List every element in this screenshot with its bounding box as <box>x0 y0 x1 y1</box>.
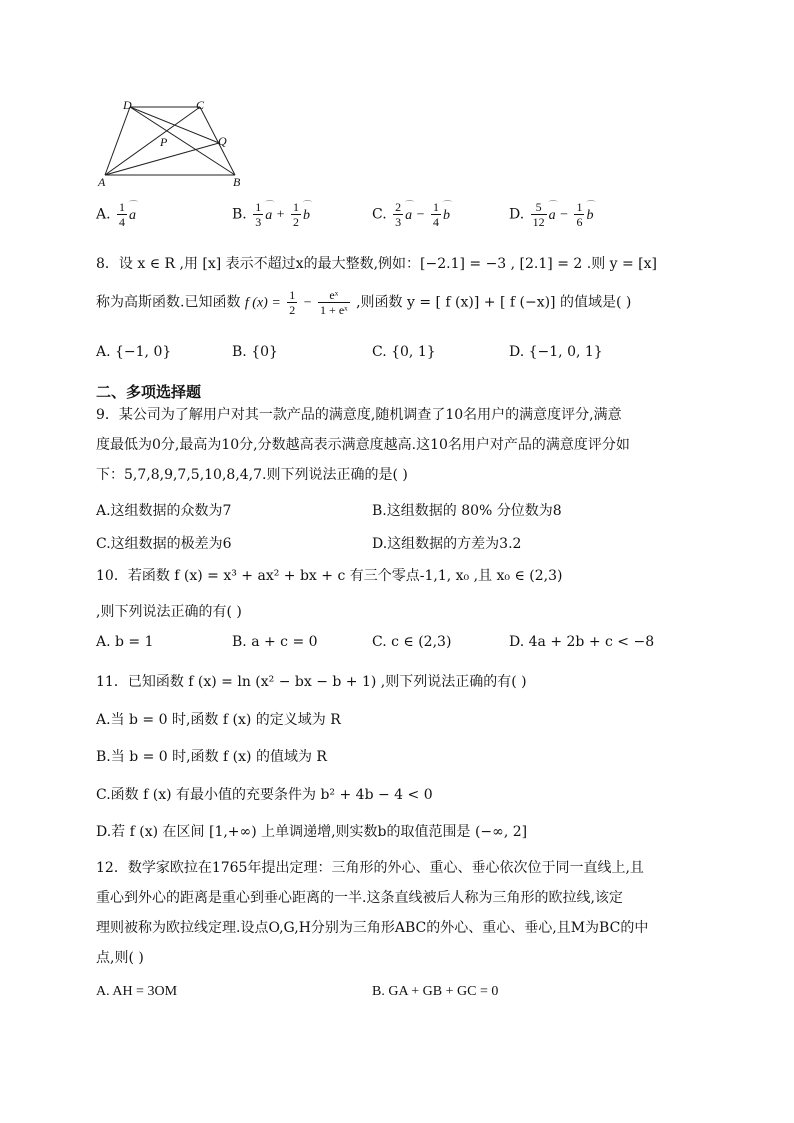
q10-line-1: 10．若函数 f (x) = x³ + ax² + bx + c 有三个零点-1,1, x₀ ,且 x₀ ∈ (2,3) <box>96 568 563 584</box>
vector-a: ⌒ a <box>129 208 136 224</box>
operator: + <box>276 207 285 223</box>
q11-option-c[interactable]: C.函数 f (x) 有最小值的充要条件为 b² + 4b − 4 < 0 <box>96 787 433 803</box>
vector-b: ⌒ b <box>586 208 593 224</box>
q9-line-2: 度最低为0分,最高为10分,分数越高表示满意度越高.这10名用户对产品的满意度评分如 <box>96 437 630 453</box>
segment-ac <box>105 107 200 175</box>
label-b: B <box>233 175 241 189</box>
operator: − <box>416 207 425 223</box>
fraction: $\frac{5}{12}$ <box>532 200 545 229</box>
q12-line-2: 重心到外心的距离是重心到垂心距离的一半.这条直线被后人称为三角形的欧拉线,该定 <box>96 890 623 906</box>
q9-option-c[interactable]: C.这组数据的极差为6 <box>96 536 232 552</box>
q9-line-1: 9．某公司为了解用户对其一款产品的满意度,随机调查了10名用户的满意度评分,满意 <box>96 407 622 423</box>
function-f: f (x) = <box>244 295 281 311</box>
operator: − <box>303 295 312 311</box>
label-a: A <box>98 175 106 189</box>
q8-line-1: 8．设 x ∈ R ,用 [x] 表示不超过x的最大整数,例如：[−2.1] = −3 , [2.1] = 2 .则 y = [x] <box>96 256 657 272</box>
option-prefix: B. <box>232 206 247 223</box>
q10-option-b[interactable]: B. a + c = 0 <box>232 634 318 650</box>
trapezoid-figure <box>95 95 255 190</box>
vector-a: ⌒ a <box>405 208 412 224</box>
q8-option-a[interactable]: A. {−1, 0} <box>96 344 172 360</box>
q12-option-a[interactable]: A. AH = 3OM <box>96 984 178 999</box>
label-p: P <box>160 135 168 149</box>
q8-line-2 <box>96 288 631 317</box>
fraction-half: $\frac{1}{2}$ <box>289 288 296 317</box>
q11-option-a[interactable]: A.当 b = 0 时,函数 f (x) 的定义域为 R <box>96 712 341 728</box>
fraction: $\frac{1}{4}$ <box>432 200 439 229</box>
q11-option-b[interactable]: B.当 b = 0 时,函数 f (x) 的值域为 R <box>96 749 327 765</box>
label-c: C <box>196 98 205 112</box>
q7-option-a[interactable] <box>96 200 136 229</box>
q12-option-b[interactable]: B. GA + GB + GC = 0 <box>372 984 499 999</box>
q7-option-d[interactable] <box>509 200 593 229</box>
q8-option-d[interactable]: D. {−1, 0, 1} <box>509 344 603 360</box>
q10-line-2: ,则下列说法正确的有( ) <box>96 604 242 620</box>
q7-option-c[interactable] <box>372 200 450 229</box>
fraction: $\frac{1}{3}$ <box>255 200 262 229</box>
q12-line-3: 理则被称为欧拉线定理.设点O,G,H分别为三角形ABC的外心、重心、垂心,且M为BC的中 <box>96 920 649 936</box>
q11-option-d[interactable]: D.若 f (x) 在区间 [1,+∞) 上单调递增,则实数b的取值范围是 (−∞, 2] <box>96 824 528 840</box>
q9-line-3: 下：5,7,8,9,7,5,10,8,4,7.则下列说法正确的是( ) <box>96 467 408 483</box>
operator: − <box>560 207 568 223</box>
q8-text-end: ,则函数 y = [ f (x)] + [ f (−x)] 的值域是( ) <box>356 294 632 311</box>
vector-a: ⌒ a <box>265 208 272 224</box>
fraction: $\frac{1}{2}$ <box>293 200 300 229</box>
label-d: D <box>123 98 132 112</box>
fraction: $\frac{2}{3}$ <box>395 200 402 229</box>
q9-option-a[interactable]: A.这组数据的众数为7 <box>96 503 232 519</box>
q10-option-c[interactable]: C. c ∈ (2,3) <box>372 634 452 650</box>
q8-text: 称为高斯函数.已知函数 <box>96 294 241 311</box>
option-prefix: D. <box>509 206 525 223</box>
q11-line-1: 11．已知函数 f (x) = ln (x² − bx − b + 1) ,则下列说法正确的有( ) <box>96 674 527 690</box>
q9-option-b[interactable]: B.这组数据的 80% 分位数为8 <box>372 503 562 519</box>
option-prefix: A. <box>96 206 111 223</box>
fraction: $\frac{1}{4}$ <box>119 200 126 229</box>
q9-option-d[interactable]: D.这组数据的方差为3.2 <box>372 536 522 552</box>
q8-option-b[interactable]: B. {0} <box>232 344 278 360</box>
fraction: $\frac{1}{6}$ <box>576 200 583 229</box>
vector-b: ⌒ b <box>303 208 310 224</box>
q10-option-a[interactable]: A. b = 1 <box>96 634 154 650</box>
label-q: Q <box>218 134 227 148</box>
q12-line-4: 点,则( ) <box>96 950 144 966</box>
q12-line-1: 12．数学家欧拉在1765年提出定理：三角形的外心、重心、垂心依次位于同一直线上,且 <box>96 860 644 876</box>
segment-ad <box>105 107 130 175</box>
segment-dq <box>130 107 219 143</box>
vector-b: ⌒ b <box>443 208 450 224</box>
q7-option-b[interactable] <box>232 200 310 229</box>
fraction-exp: $\frac{\text{eˣ}}{\text{1 + eˣ}}$ <box>320 288 348 317</box>
q10-option-d[interactable]: D. 4a + 2b + c < −8 <box>509 634 655 650</box>
q8-option-c[interactable]: C. {0, 1} <box>372 344 436 360</box>
vector-a: ⌒ a <box>549 208 556 224</box>
option-prefix: C. <box>372 206 387 223</box>
section-heading: 二、多项选择题 <box>96 383 202 401</box>
